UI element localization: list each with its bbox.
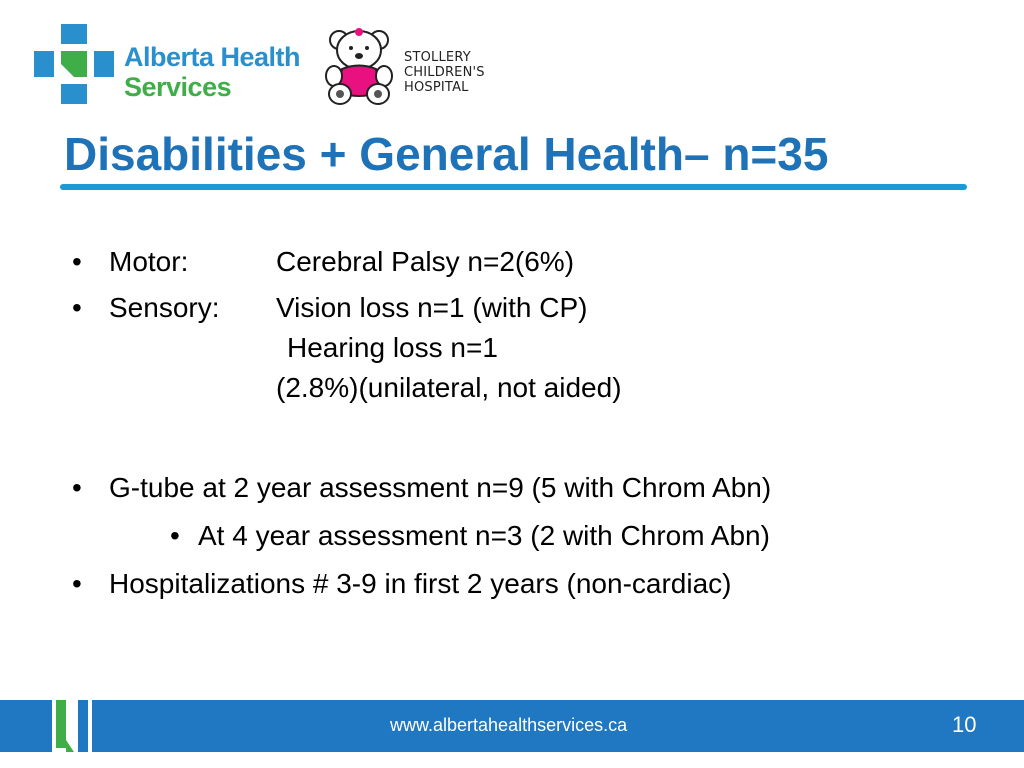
bullet-marker: • [170, 520, 180, 551]
bullet-text-hospitalizations: Hospitalizations # 3-9 in first 2 years (non-cardiac) [109, 568, 732, 599]
alberta-health-services-logo [34, 24, 301, 104]
ahs-cross-icon [34, 24, 114, 104]
stollery-childrens-hospital-logo [322, 24, 492, 108]
bullet-label-sensory: Sensory: [109, 292, 220, 323]
page-number: 10 [952, 712, 977, 737]
bullet-text-sensory: Vision loss n=1 (with CP) [276, 292, 588, 323]
teddy-bear-icon [322, 24, 400, 106]
stollery-line3: HOSPITAL [404, 80, 469, 95]
sub-bullet-4-year [170, 516, 770, 556]
stollery-line2: CHILDREN'S [404, 65, 485, 80]
bullet-text-motor: Cerebral Palsy n=2(6%) [276, 246, 575, 277]
bullet-marker: • [72, 292, 82, 323]
slide-title: Disabilities + General Health– n=35 [64, 128, 829, 180]
ahs-wordmark-line1: Alberta Health [124, 42, 301, 72]
ahs-wordmark [124, 42, 300, 102]
title-underline [60, 184, 967, 190]
sensory-continuation-2: (2.8%)(unilateral, not aided) [276, 372, 622, 403]
stollery-wordmark [404, 50, 485, 95]
bullet-motor [72, 242, 574, 282]
bullet-sensory [72, 288, 588, 328]
ahs-wordmark-line2: Services [124, 72, 232, 102]
sensory-continuation-1: Hearing loss n=1 [287, 332, 498, 363]
ahs-footer-mark-icon [52, 700, 92, 752]
bullet-marker: • [72, 472, 82, 503]
bullet-label-motor: Motor: [109, 246, 189, 277]
bullet-marker: • [72, 568, 82, 599]
bullet-marker: • [72, 246, 82, 277]
sub-bullet-text-4-year: At 4 year assessment n=3 (2 with Chrom Abn) [198, 520, 770, 551]
bullet-gtube [72, 468, 771, 508]
bullet-text-gtube: G-tube at 2 year assessment n=9 (5 with Chrom Abn) [109, 472, 772, 503]
footer-url-link[interactable]: www.albertahealthservices.ca [390, 715, 628, 735]
bullet-hospitalizations [72, 564, 731, 604]
stollery-line1: STOLLERY [404, 50, 471, 65]
